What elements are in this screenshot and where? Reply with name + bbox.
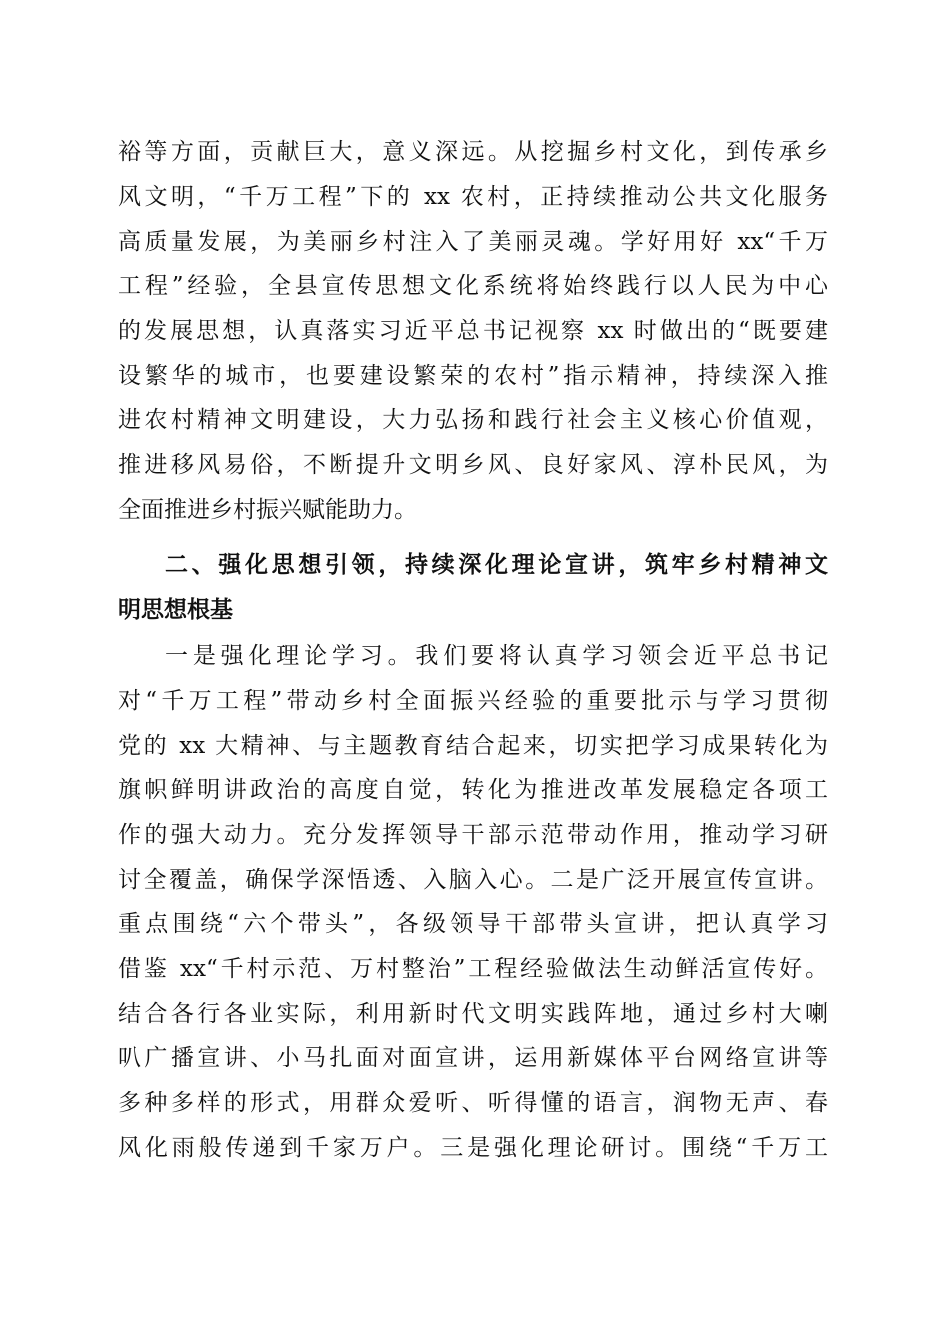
paragraph-line: 风化雨般传递到千家万户。三是强化理论研讨。围绕“千万工 (118, 1135, 828, 1161)
paragraph-line: 风文明，“千万工程”下的 xx 农村，正持续推动公共文化服务 (118, 184, 828, 210)
section-heading: 明思想根基 (118, 597, 233, 623)
paragraph-line: 设繁华的城市，也要建设繁荣的农村”指示精神，持续深入推 (118, 363, 828, 389)
paragraph-line: 作的强大动力。充分发挥领导干部示范带动作用，推动学习研 (118, 822, 828, 848)
paragraph-line: 借鉴 xx“千村示范、万村整治”工程经验做法生动鲜活宣传好。 (118, 956, 828, 982)
paragraph-line: 结合各行各业实际，利用新时代文明实践阵地，通过乡村大喇 (118, 1001, 828, 1027)
paragraph-line: 裕等方面，贡献巨大，意义深远。从挖掘乡村文化，到传承乡 (118, 139, 828, 165)
paragraph-line: 讨全覆盖，确保学深悟透、入脑入心。二是广泛开展宣传宣讲。 (118, 867, 828, 893)
paragraph-line: 一是强化理论学习。我们要将认真学习领会近平总书记 (165, 643, 828, 669)
paragraph-line: 对“千万工程”带动乡村全面振兴经验的重要批示与学习贯彻 (118, 688, 828, 714)
paragraph-line: 旗帜鲜明讲政治的高度自觉，转化为推进改革发展稳定各项工 (118, 777, 828, 803)
paragraph-line: 工程”经验，全县宣传思想文化系统将始终践行以人民为中心 (118, 273, 828, 299)
paragraph-line: 全面推进乡村振兴赋能助力。 (118, 497, 417, 523)
paragraph-line: 多种多样的形式，用群众爱听、听得懂的语言，润物无声、春 (118, 1090, 828, 1116)
paragraph-line: 重点围绕“六个带头”，各级领导干部带头宣讲，把认真学习 (118, 911, 828, 937)
paragraph-line: 高质量发展，为美丽乡村注入了美丽灵魂。学好用好 xx“千万 (118, 229, 828, 255)
paragraph-line: 推进移风易俗，不断提升文明乡风、良好家风、淳朴民风，为 (118, 452, 828, 478)
paragraph-line: 的发展思想，认真落实习近平总书记视察 xx 时做出的“既要建 (118, 318, 828, 344)
paragraph-line: 党的 xx 大精神、与主题教育结合起来，切实把学习成果转化为 (118, 733, 828, 759)
paragraph-line: 进农村精神文明建设，大力弘扬和践行社会主义核心价值观， (118, 407, 828, 433)
section-heading: 二、强化思想引领，持续深化理论宣讲，筑牢乡村精神文 (165, 552, 828, 578)
paragraph-line: 叭广播宣讲、小马扎面对面宣讲，运用新媒体平台网络宣讲等 (118, 1045, 828, 1071)
